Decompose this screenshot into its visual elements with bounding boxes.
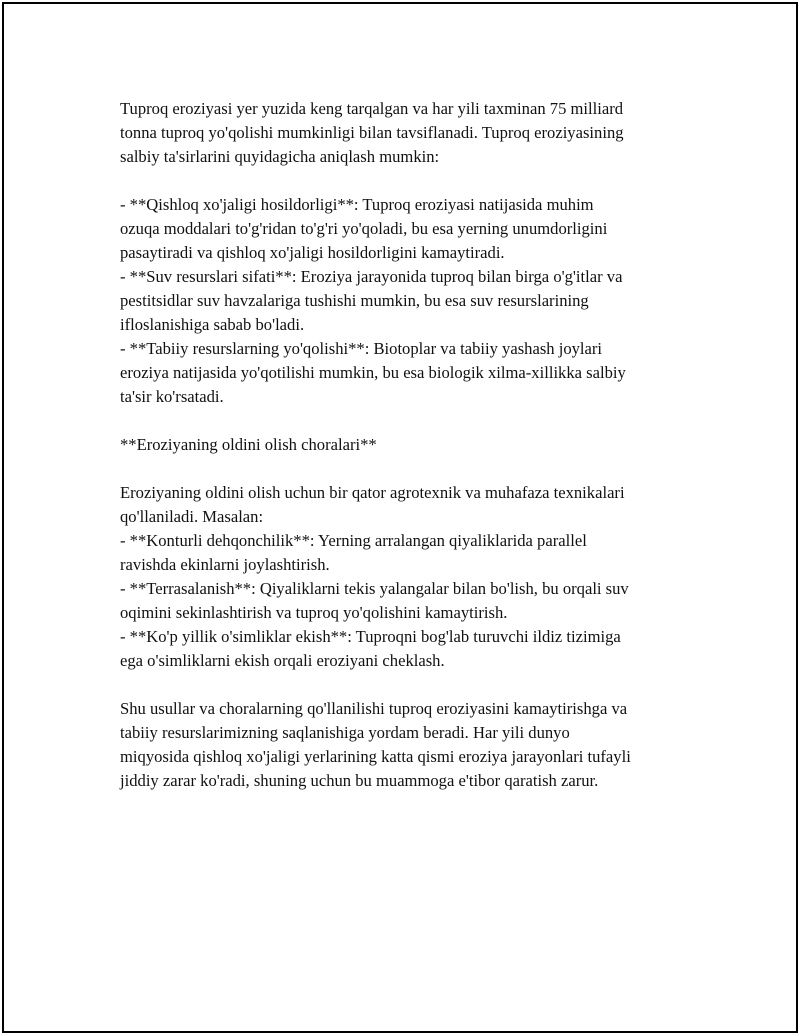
conclusion-paragraph	[120, 697, 720, 793]
list-item-line: ta'sir ko'rsatadi.	[120, 387, 224, 406]
text-line: tonna tuproq yo'qolishi mumkinligi bilan tavsiflanadi. Tuproq eroziyasining	[120, 123, 624, 142]
text-line: Shu usullar va choralarning qo'llanilishi tuproq eroziyasini kamaytirishga va	[120, 699, 628, 718]
list-item-line: - **Ko'p yillik o'simliklar ekish**: Tuproqni bog'lab turuvchi ildiz tizimiga	[120, 627, 621, 646]
list-item-line: Eroziyaning oldini olish uchun bir qator agrotexnik va muhafaza texnikalari	[120, 483, 625, 502]
document-body	[120, 97, 720, 793]
section-heading	[120, 433, 720, 457]
list-item-line: - **Suv resurslari sifati**: Eroziya jarayonida tuproq bilan birga o'g'itlar va	[120, 267, 623, 286]
list-item-line: ega o'simliklarni ekish orqali eroziyani cheklash.	[120, 651, 445, 670]
list-item-line: - **Tabiiy resurslarning yo'qolishi**: Biotoplar va tabiiy yashash joylari	[120, 339, 603, 358]
paragraph-spacer	[120, 457, 720, 481]
intro-paragraph	[120, 97, 720, 169]
list-item-line: ifloslanishiga sabab bo'ladi.	[120, 315, 305, 334]
effects-list	[120, 193, 720, 409]
text-line: miqyosida qishloq xo'jaligi yerlarining katta qismi eroziya jarayonlari tufayli	[120, 747, 631, 766]
list-item-line: - **Qishloq xo'jaligi hosildorligi**: Tuproq eroziyasi natijasida muhim	[120, 195, 594, 214]
list-item-line: - **Konturli dehqonchilik**: Yerning arralangan qiyaliklarida parallel	[120, 531, 587, 550]
paragraph-spacer	[120, 169, 720, 193]
list-item-line: ozuqa moddalari to'g'ridan to'g'ri yo'qoladi, bu esa yerning unumdorligini	[120, 219, 608, 238]
measures-list	[120, 481, 720, 673]
text-line: salbiy ta'sirlarini quyidagicha aniqlash mumkin:	[120, 147, 440, 166]
text-line: tabiiy resurslarimizning saqlanishiga yordam beradi. Har yili dunyo	[120, 723, 570, 742]
list-item-line: ravishda ekinlarni joylashtirish.	[120, 555, 330, 574]
list-item-line: pasaytiradi va qishloq xo'jaligi hosildorligini kamaytiradi.	[120, 243, 505, 262]
text-line: jiddiy zarar ko'radi, shuning uchun bu muammoga e'tibor qaratish zarur.	[120, 771, 599, 790]
text-line: Tuproq eroziyasi yer yuzida keng tarqalgan va har yili taxminan 75 milliard	[120, 99, 624, 118]
list-item-line: - **Terrasalanish**: Qiyaliklarni tekis yalangalar bilan bo'lish, bu orqali suv	[120, 579, 629, 598]
list-item-line: qo'llaniladi. Masalan:	[120, 507, 264, 526]
document-page	[2, 2, 798, 1033]
paragraph-spacer	[120, 673, 720, 697]
list-item-line: eroziya natijasida yo'qotilishi mumkin, bu esa biologik xilma-xillikka salbiy	[120, 363, 626, 382]
list-item-line: oqimini sekinlashtirish va tuproq yo'qolishini kamaytirish.	[120, 603, 508, 622]
paragraph-spacer	[120, 409, 720, 433]
heading-text: **Eroziyaning oldini olish choralari**	[120, 435, 377, 454]
list-item-line: pestitsidlar suv havzalariga tushishi mumkin, bu esa suv resurslarining	[120, 291, 589, 310]
